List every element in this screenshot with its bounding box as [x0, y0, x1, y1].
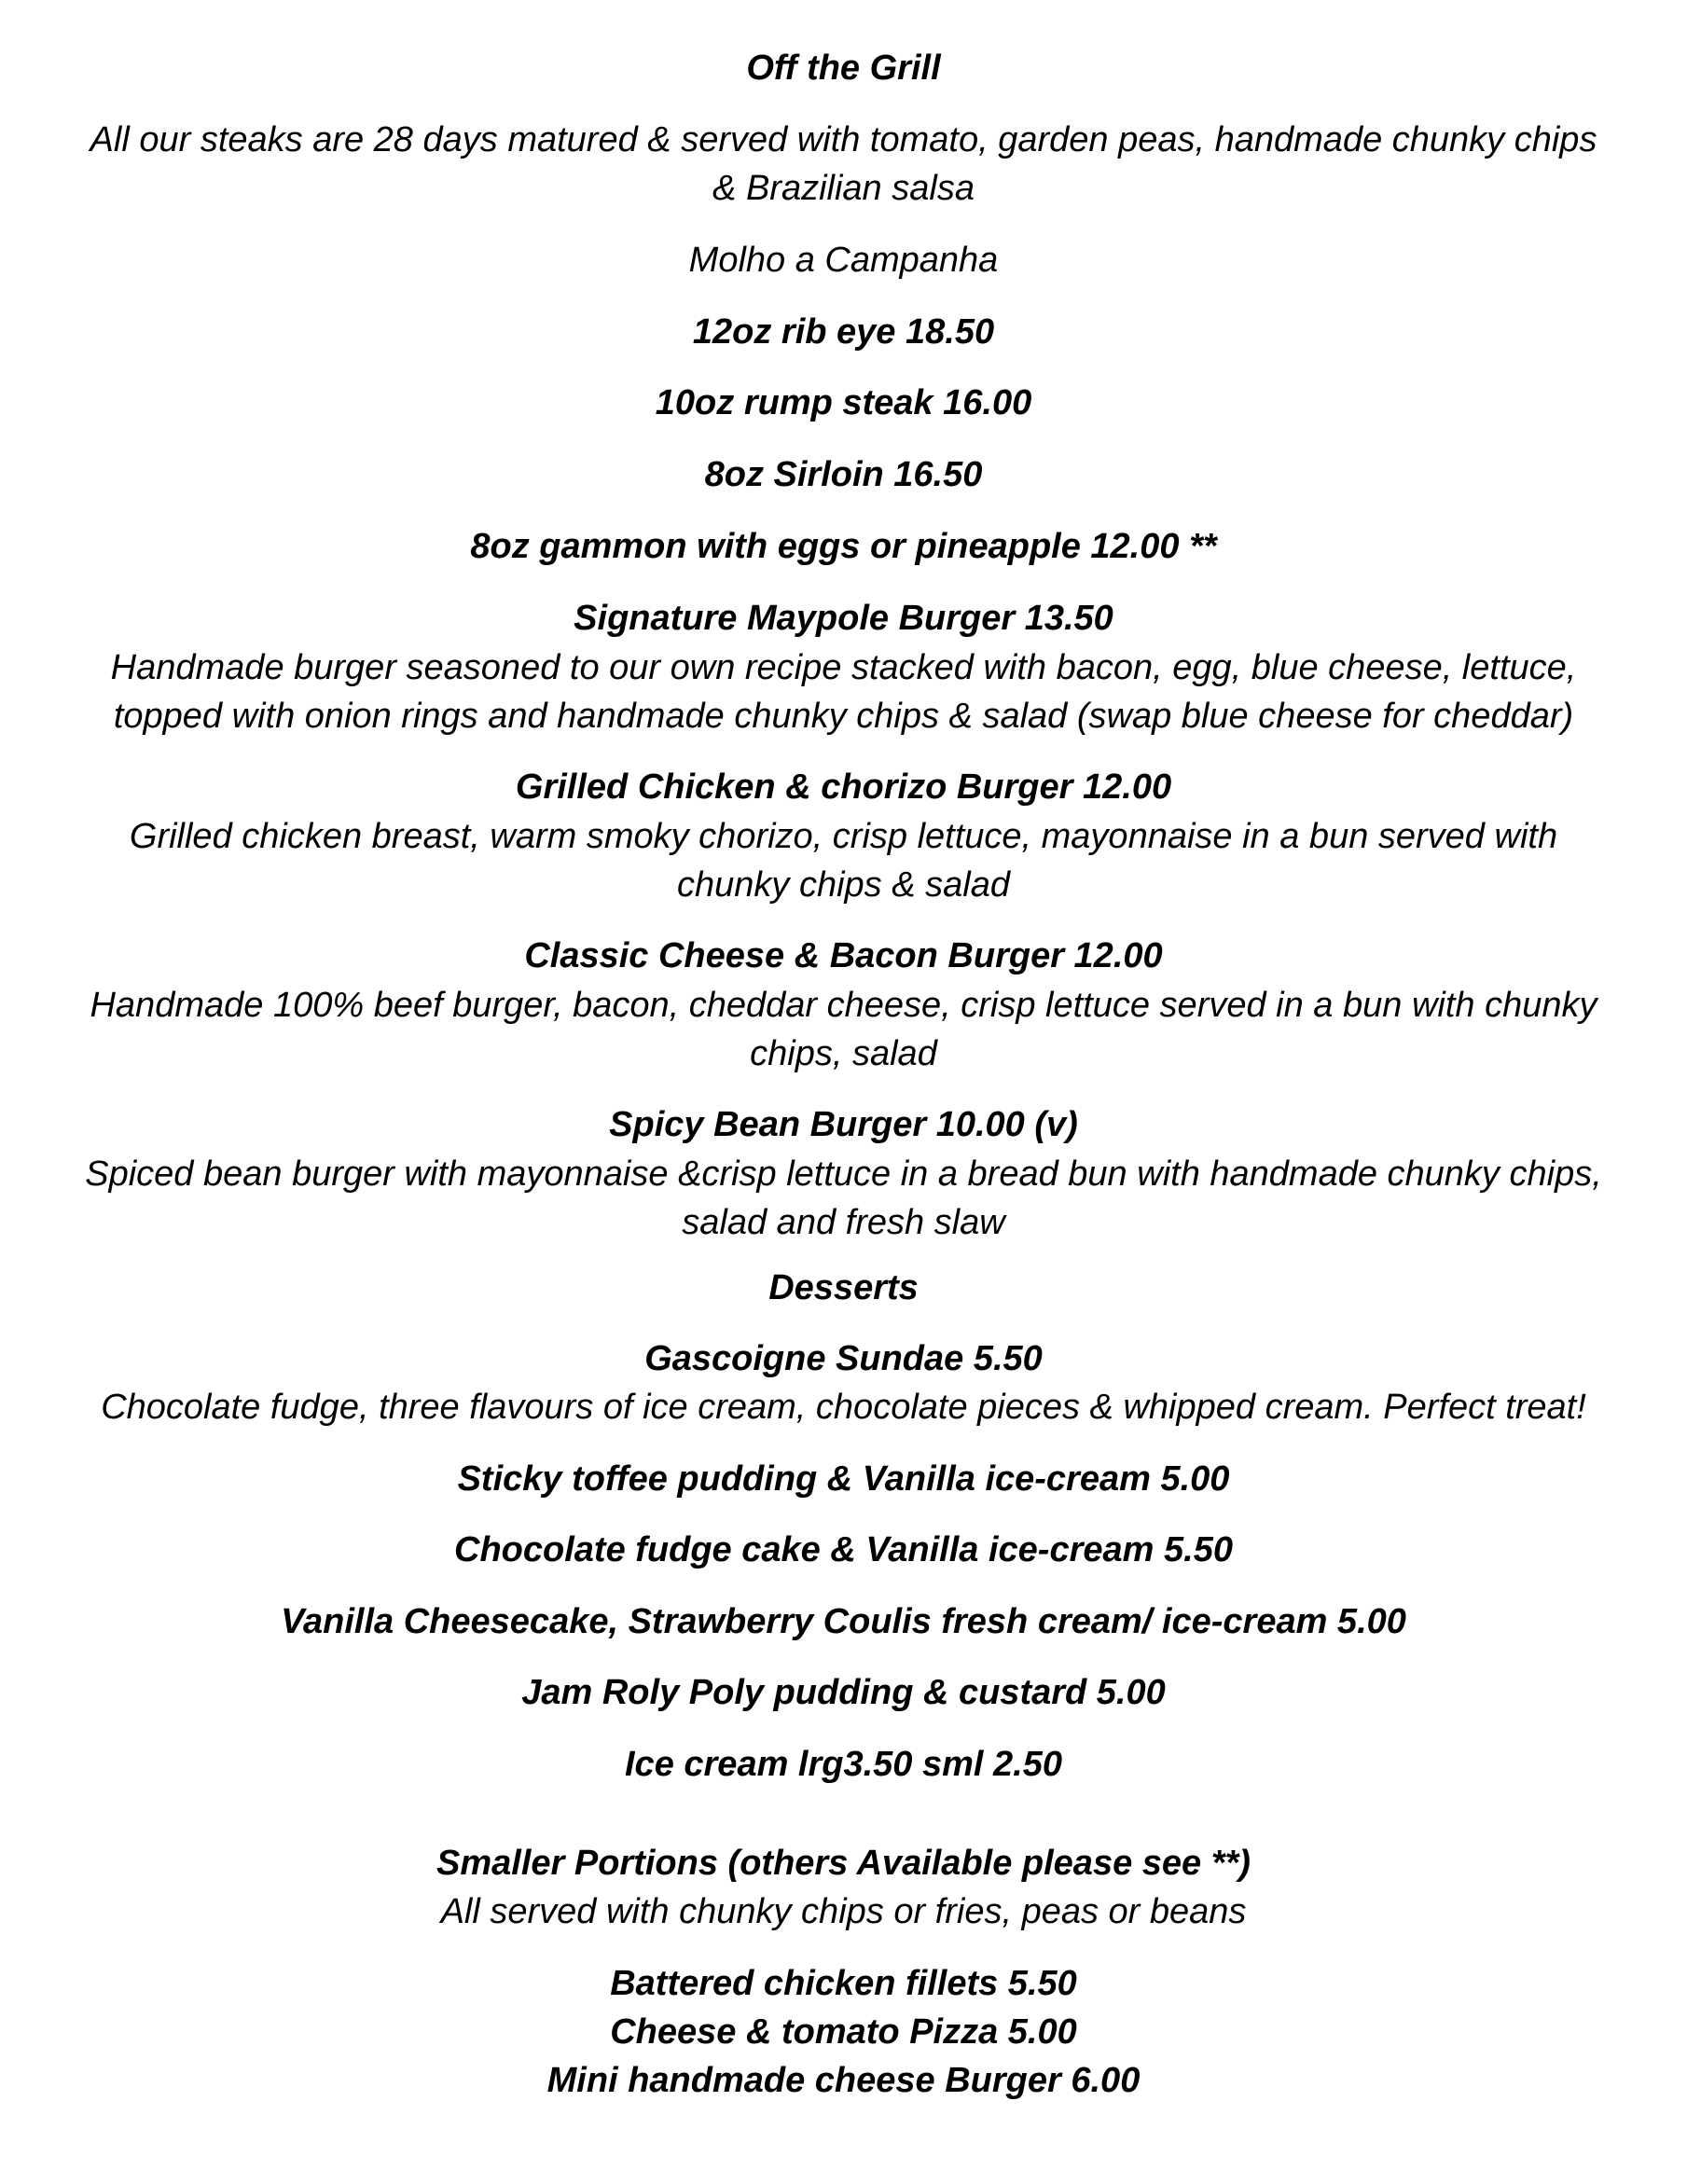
burger-desc-line-2: chunky chips & salad [677, 865, 1010, 905]
burger-desc-line-2: chips, salad [750, 1034, 937, 1073]
steak-item: 8oz gammon with eggs or pineapple 12.00 ** [470, 527, 1217, 566]
burger-desc-line-2: topped with onion rings and handmade chunky chips & salad (swap blue cheese for cheddar) [113, 697, 1574, 736]
smaller-portion-item: Mini handmade cheese Burger 6.00 [546, 2061, 1141, 2100]
dessert-item: Sticky toffee pudding & Vanilla ice-cream 5.00 [457, 1459, 1230, 1499]
burger-desc-line-1: Handmade burger seasoned to our own recipe stacked with bacon, egg, blue cheese, lettuce, [110, 648, 1577, 687]
grill-intro-line-2: & Brazilian salsa [712, 169, 975, 208]
smaller-portions-heading: Smaller Portions (others Available please see **) [436, 1844, 1251, 1883]
salsa-name: Molho a Campanha [688, 241, 999, 280]
burger-desc-line-1: Handmade 100% beef burger, bacon, cheddar cheese, crisp lettuce served in a bun with chunky [90, 986, 1597, 1025]
burger-title: Spicy Bean Burger 10.00 (v) [609, 1105, 1078, 1144]
dessert-item: Vanilla Cheesecake, Strawberry Coulis fresh cream/ ice-cream 5.00 [281, 1602, 1406, 1641]
burger-title: Signature Maypole Burger 13.50 [574, 599, 1113, 638]
burger-desc-line-2: salad and fresh slaw [682, 1203, 1005, 1242]
grill-intro-line-1: All our steaks are 28 days matured & served with tomato, garden peas, handmade chunky chips [90, 120, 1597, 159]
dessert-item: Ice cream lrg3.50 sml 2.50 [625, 1745, 1062, 1784]
dessert-title: Gascoigne Sundae 5.50 [644, 1339, 1043, 1378]
smaller-portion-item: Cheese & tomato Pizza 5.00 [610, 2012, 1077, 2052]
smaller-portions-subtitle: All served with chunky chips or fries, peas or beans [440, 1892, 1247, 1931]
steak-item: 10oz rump steak 16.00 [655, 383, 1032, 422]
smaller-portion-item: Battered chicken fillets 5.50 [610, 1964, 1077, 2003]
burger-title: Grilled Chicken & chorizo Burger 12.00 [515, 767, 1172, 807]
dessert-item: Jam Roly Poly pudding & custard 5.00 [521, 1673, 1166, 1712]
steak-item: 8oz Sirloin 16.50 [704, 455, 983, 494]
burger-title: Classic Cheese & Bacon Burger 12.00 [524, 936, 1163, 975]
desserts-heading: Desserts [768, 1268, 919, 1307]
burger-desc-line-1: Grilled chicken breast, warm smoky chorizo, crisp lettuce, mayonnaise in a bun served with [129, 817, 1558, 856]
burger-desc-line-1: Spiced bean burger with mayonnaise &crisp lettuce in a bread bun with handmade chunky chips, [85, 1154, 1602, 1194]
grill-heading: Off the Grill [746, 48, 941, 88]
steak-item: 12oz rib eye 18.50 [692, 312, 995, 352]
dessert-desc: Chocolate fudge, three flavours of ice cream, chocolate pieces & whipped cream. Perfect treat! [101, 1388, 1586, 1427]
dessert-item: Chocolate fudge cake & Vanilla ice-cream 5.50 [454, 1530, 1233, 1569]
